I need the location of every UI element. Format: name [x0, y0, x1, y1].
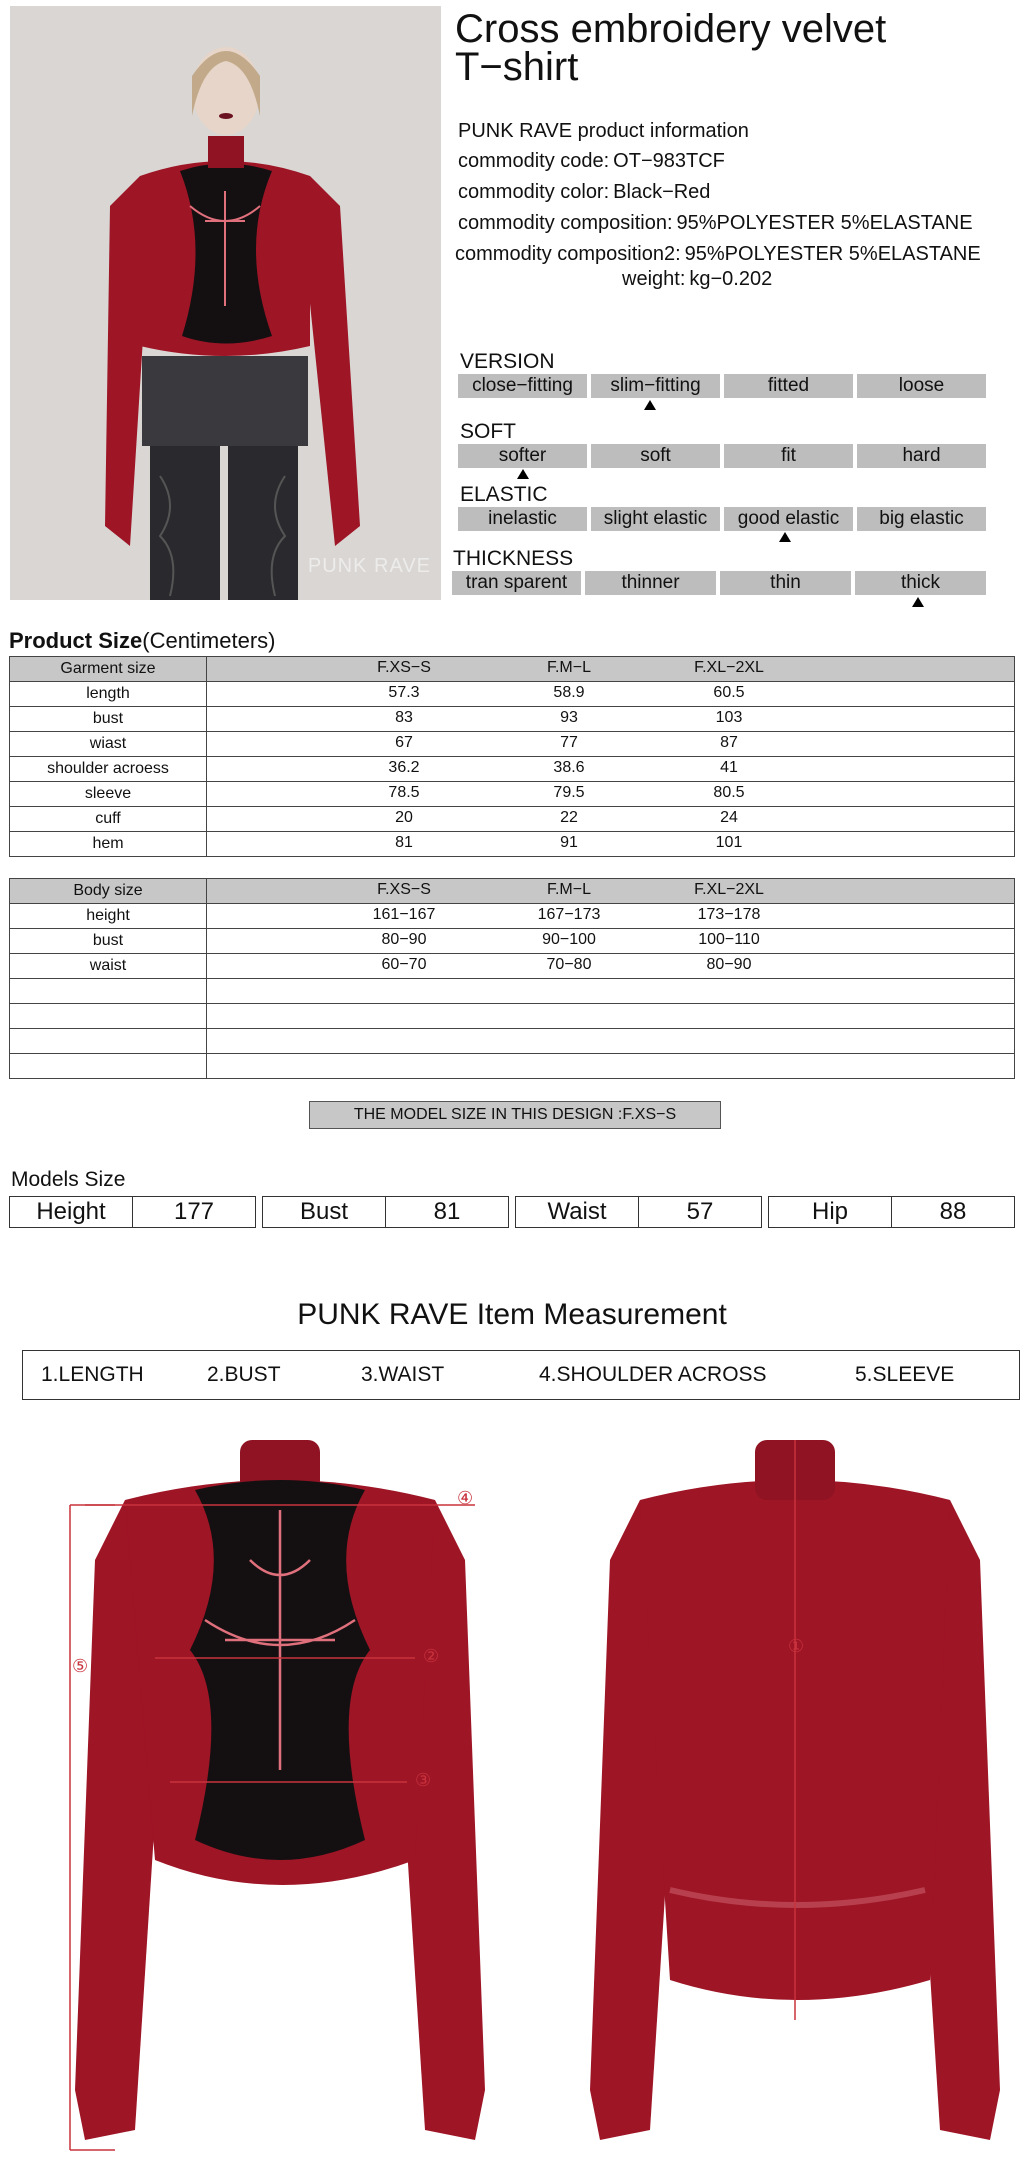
size-cell: 80−90 [706, 956, 752, 973]
row-label: bust [10, 707, 207, 732]
model-waist: Waist 57 [515, 1196, 762, 1228]
row-label: height [10, 904, 207, 929]
measurement-title: PUNK RAVE Item Measurement [297, 1298, 727, 1331]
scale-elastic-label: ELASTIC [460, 483, 548, 506]
size-cell: 38.6 [553, 759, 585, 776]
info-code: commodity code: OT−983TCF [458, 150, 725, 172]
thickness-selected-marker [912, 597, 924, 607]
model-photo [10, 6, 441, 600]
scale-option: slim−fitting [591, 374, 720, 398]
scale-option: thinner [585, 571, 716, 595]
table-row [10, 732, 1015, 757]
size-cell: 80−90 [381, 931, 427, 948]
size-cell: 91 [560, 834, 578, 851]
scale-option: fit [724, 444, 853, 468]
size-cell: 60.5 [713, 684, 745, 701]
scale-option: big elastic [857, 507, 986, 531]
legend-sleeve: 5.SLEEVE [855, 1363, 955, 1386]
size-cell: 58.9 [553, 684, 585, 701]
table-row [10, 954, 1015, 979]
table-row [10, 1054, 1015, 1079]
row-label: hem [10, 832, 207, 857]
size-cell: 90−100 [542, 931, 596, 948]
row-label: length [10, 682, 207, 707]
info-composition: commodity composition: 95%POLYESTER 5%ELASTANE [458, 212, 973, 234]
models-size-row [9, 1196, 1015, 1228]
size-cell: 67 [395, 734, 413, 751]
row-label: Garment size [10, 657, 207, 682]
table-row [10, 807, 1015, 832]
soft-selected-marker [517, 469, 529, 479]
size-cell: 70−80 [546, 956, 592, 973]
scale-option: inelastic [458, 507, 587, 531]
table-row [10, 1029, 1015, 1054]
scale-option: slight elastic [591, 507, 720, 531]
size-cell: F.XL−2XL [694, 659, 764, 676]
garment-front-diagram [55, 1440, 495, 2160]
model-bust: Bust 81 [262, 1196, 509, 1228]
size-cell: 87 [720, 734, 738, 751]
row-label: waist [10, 954, 207, 979]
row-values [207, 1004, 1015, 1029]
brand-line: PUNK RAVE product information [458, 120, 749, 142]
size-cell: 100−110 [698, 931, 760, 948]
model-height: Height 177 [9, 1196, 256, 1228]
scale-option: soft [591, 444, 720, 468]
row-values [207, 732, 1015, 757]
marker-waist: ③ [415, 1770, 432, 1790]
size-cell: 103 [715, 709, 743, 726]
size-cell: 161−167 [372, 906, 436, 923]
size-cell: 36.2 [388, 759, 420, 776]
scale-soft [458, 444, 986, 468]
row-label [10, 1004, 207, 1029]
scale-option: close−fitting [458, 374, 587, 398]
model-size-banner: THE MODEL SIZE IN THIS DESIGN :F.XS−S [309, 1101, 721, 1129]
marker-bust: ② [423, 1646, 440, 1666]
size-cell: F.M−L [546, 881, 591, 898]
watermark: PUNK RAVE [307, 555, 431, 577]
info-composition2: commodity composition2: 95%POLYESTER 5%ELASTANE [455, 243, 981, 265]
row-label: wiast [10, 732, 207, 757]
size-cell: 173−178 [697, 906, 761, 923]
scale-soft-label: SOFT [460, 420, 516, 443]
row-values [207, 1029, 1015, 1054]
size-cell: 78.5 [388, 784, 420, 801]
row-values [207, 707, 1015, 732]
scale-version-label: VERSION [460, 350, 555, 373]
table-row [10, 904, 1015, 929]
size-cell: 22 [560, 809, 578, 826]
legend-bust: 2.BUST [207, 1363, 281, 1386]
size-cell: 83 [395, 709, 413, 726]
info-weight: weight: kg−0.202 [622, 268, 773, 290]
row-values [207, 904, 1015, 929]
table-row [10, 682, 1015, 707]
legend-length: 1.LENGTH [41, 1363, 144, 1386]
size-cell: F.XL−2XL [694, 881, 764, 898]
scale-option: hard [857, 444, 986, 468]
scale-option: tran sparent [452, 571, 581, 595]
row-values [207, 929, 1015, 954]
marker-shoulder: ④ [457, 1488, 474, 1508]
row-values [207, 954, 1015, 979]
row-values [207, 657, 1015, 682]
row-values [207, 807, 1015, 832]
measurement-legend [22, 1350, 1020, 1400]
product-title: Cross embroidery velvet T−shirt [455, 7, 887, 89]
scale-option: good elastic [724, 507, 853, 531]
size-cell: 57.3 [388, 684, 420, 701]
garment-back-diagram [570, 1440, 1010, 2160]
scale-thickness [452, 571, 986, 595]
row-label: Body size [10, 879, 207, 904]
size-cell: 41 [720, 759, 738, 776]
table-row [10, 979, 1015, 1004]
legend-waist: 3.WAIST [361, 1363, 445, 1386]
size-cell: 24 [720, 809, 738, 826]
row-label: sleeve [10, 782, 207, 807]
row-label: bust [10, 929, 207, 954]
row-label [10, 1054, 207, 1079]
scale-option: thick [855, 571, 986, 595]
size-cell: F.XS−S [377, 659, 431, 676]
size-cell: F.XS−S [377, 881, 431, 898]
scale-option: loose [857, 374, 986, 398]
row-values [207, 879, 1015, 904]
size-cell: 167−173 [537, 906, 601, 923]
row-values [207, 832, 1015, 857]
table-header [10, 879, 1015, 904]
table-row [10, 1004, 1015, 1029]
scale-thickness-label: THICKNESS [453, 547, 574, 570]
body-size-table [9, 878, 1015, 1079]
size-cell: 93 [560, 709, 578, 726]
product-size-table [9, 656, 1015, 857]
row-label: shoulder acroess [10, 757, 207, 782]
row-label: cuff [10, 807, 207, 832]
scale-option: fitted [724, 374, 853, 398]
table-row [10, 929, 1015, 954]
row-label [10, 1029, 207, 1054]
scale-version [458, 374, 986, 398]
models-size-title: Models Size [11, 1168, 126, 1191]
size-cell: 60−70 [381, 956, 427, 973]
row-label [10, 979, 207, 1004]
table-row [10, 782, 1015, 807]
scale-elastic [458, 507, 986, 531]
product-size-title: Product Size(Centimeters) [9, 628, 276, 653]
row-values [207, 979, 1015, 1004]
size-cell: 81 [395, 834, 413, 851]
elastic-selected-marker [779, 532, 791, 542]
size-cell: 79.5 [553, 784, 585, 801]
version-selected-marker [644, 400, 656, 410]
size-cell: 101 [715, 834, 743, 851]
table-row [10, 707, 1015, 732]
table-header [10, 657, 1015, 682]
table-row [10, 832, 1015, 857]
model-hip: Hip 88 [768, 1196, 1015, 1228]
size-cell: 20 [395, 809, 413, 826]
row-values [207, 782, 1015, 807]
model-illustration [10, 6, 441, 600]
size-cell: 80.5 [713, 784, 745, 801]
marker-sleeve: ⑤ [72, 1656, 89, 1676]
row-values [207, 1054, 1015, 1079]
marker-length: ① [788, 1636, 805, 1656]
info-color: commodity color: Black−Red [458, 181, 711, 203]
row-values [207, 682, 1015, 707]
scale-option: thin [720, 571, 851, 595]
legend-shoulder: 4.SHOULDER ACROSS [539, 1363, 767, 1386]
size-cell: 77 [560, 734, 578, 751]
scale-option: softer [458, 444, 587, 468]
row-values [207, 757, 1015, 782]
table-row [10, 757, 1015, 782]
size-cell: F.M−L [546, 659, 591, 676]
